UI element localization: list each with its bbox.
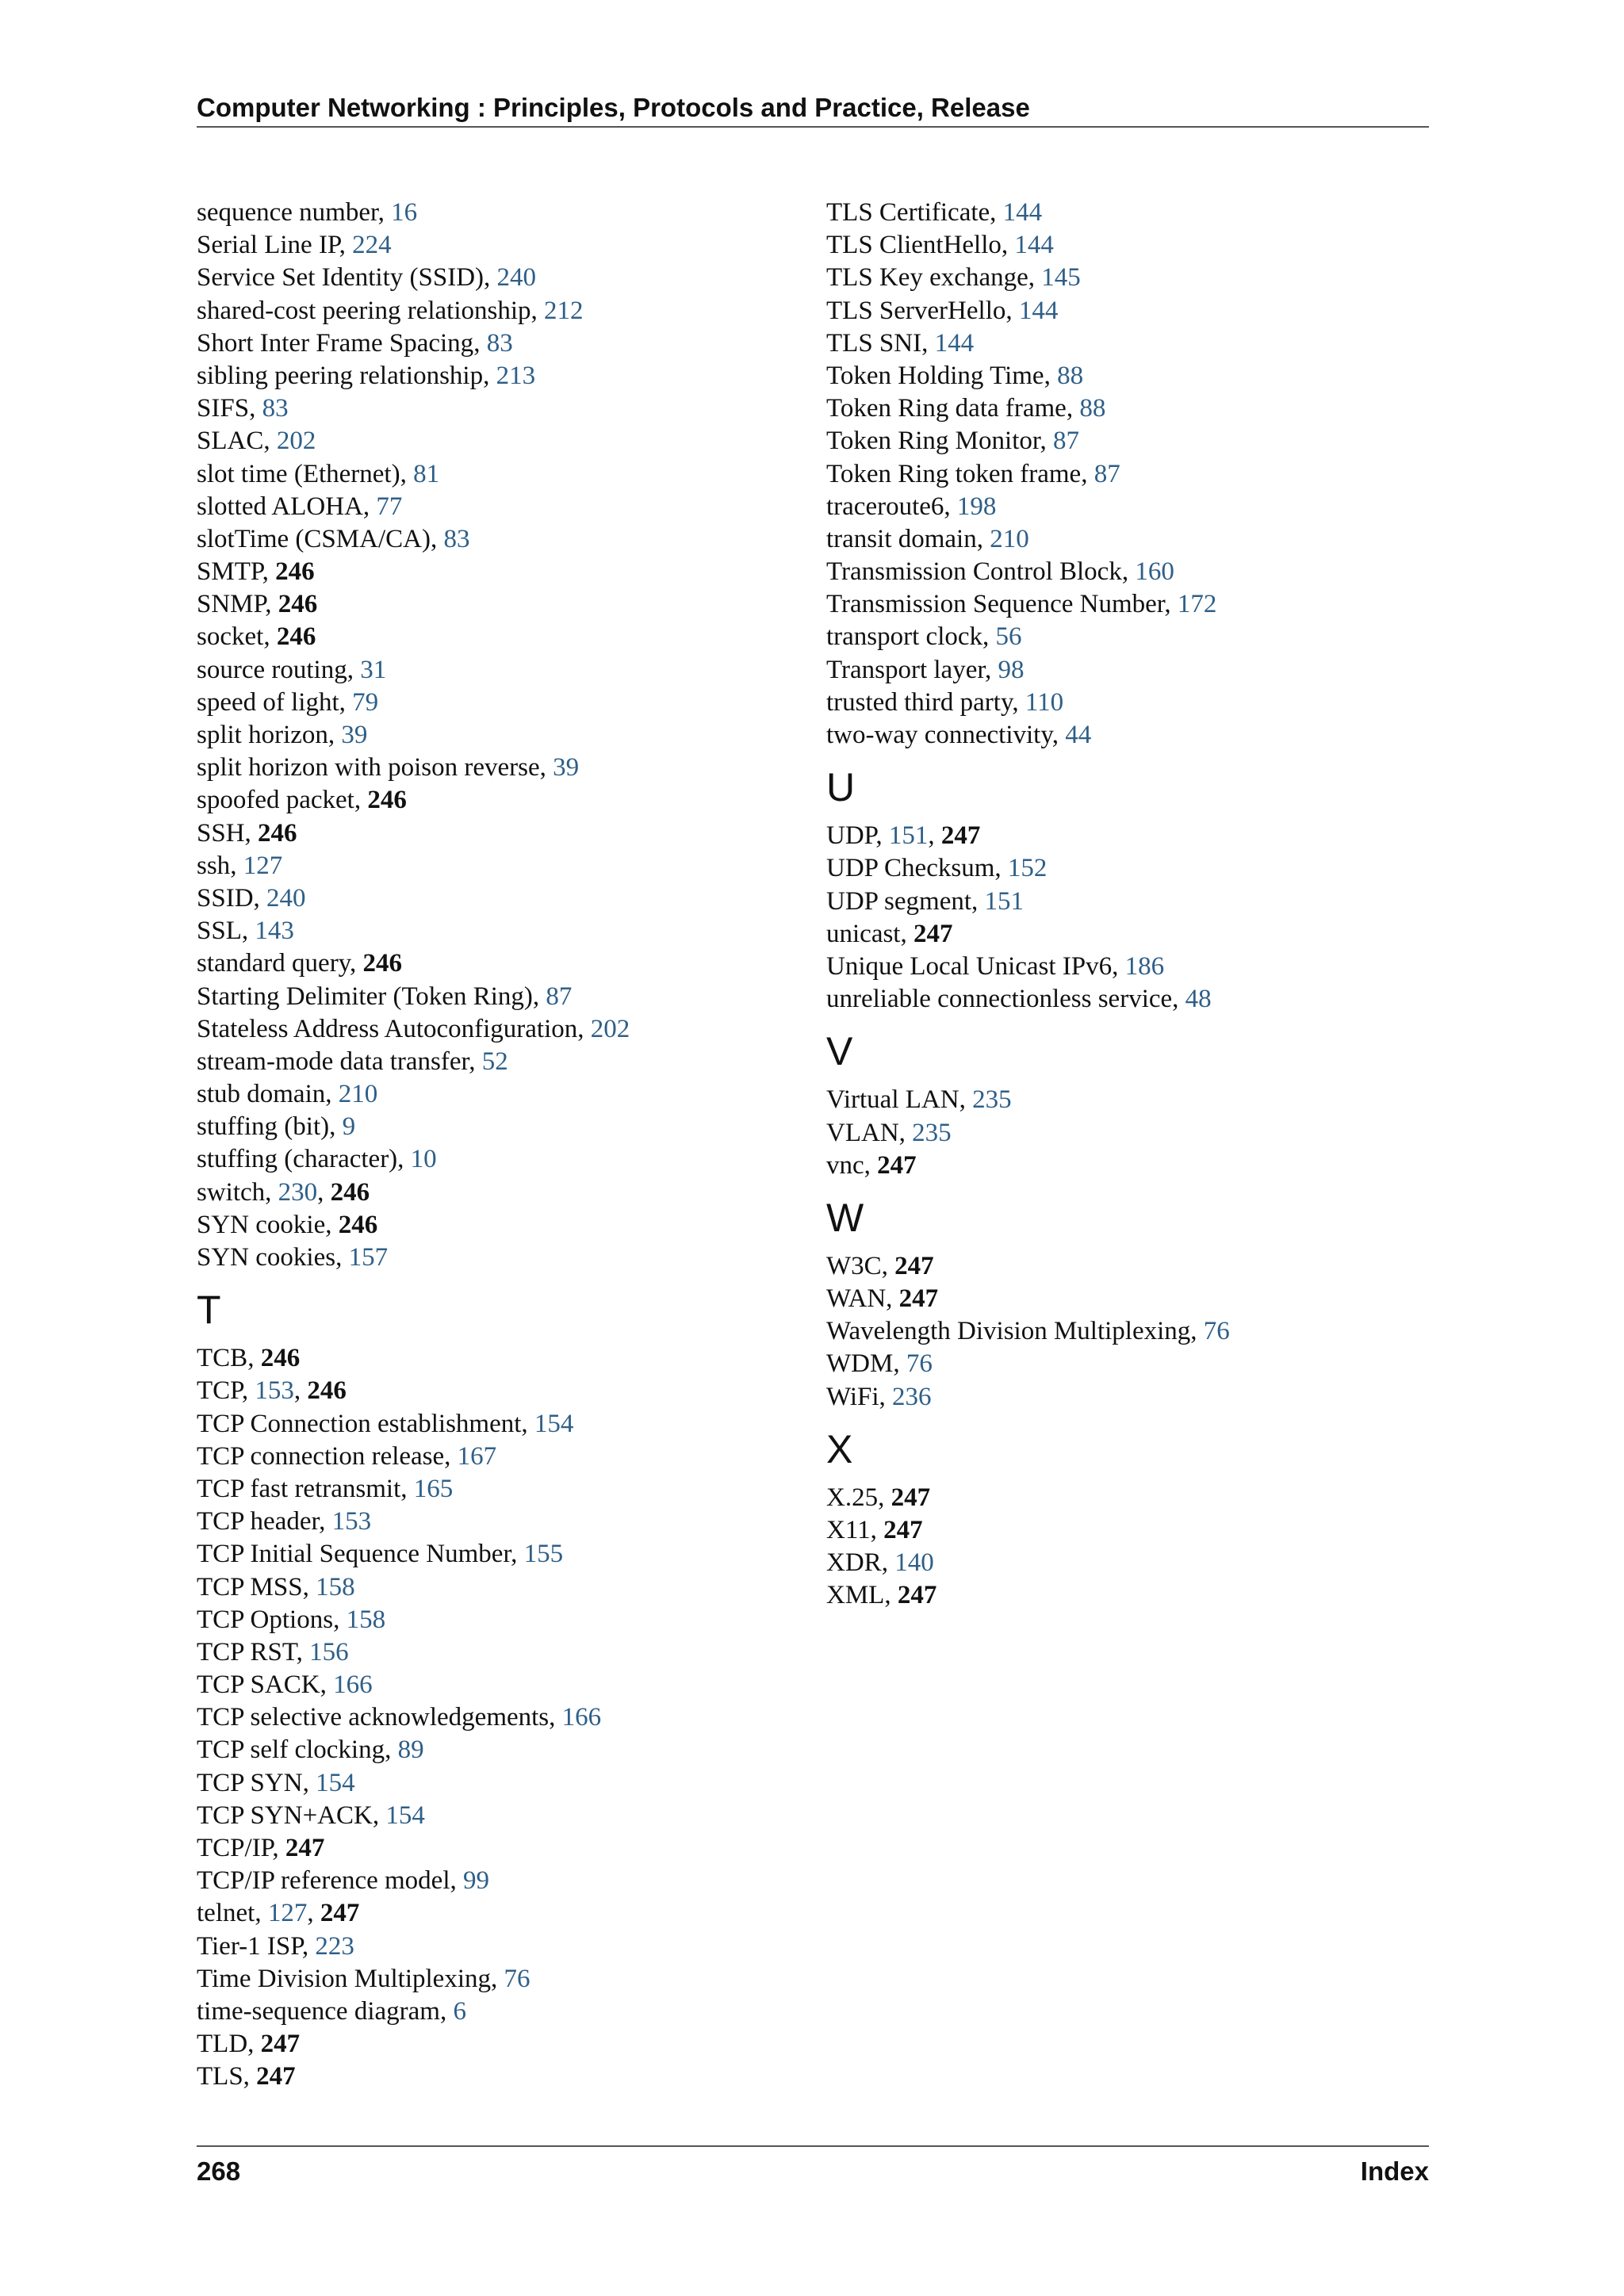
page-reference-link[interactable]: 155 — [523, 1540, 564, 1569]
index-term: TCP MSS — [197, 1572, 303, 1601]
index-entry: TLS ServerHello, 144 — [826, 296, 1059, 325]
index-entry: vnc, 247 — [826, 1150, 917, 1180]
index-entry: TCP Options, 158 — [197, 1605, 386, 1634]
index-entry: Tier-1 ISP, 223 — [197, 1931, 354, 1961]
index-entry: XDR, 140 — [826, 1548, 934, 1578]
index-term: Transmission Sequence Number — [826, 590, 1165, 619]
page-reference-link[interactable]: 247 — [256, 2062, 296, 2091]
index-term: TCB — [197, 1344, 248, 1373]
page-reference-link[interactable]: 76 — [1203, 1317, 1230, 1346]
index-term: stuffing (character) — [197, 1145, 398, 1174]
index-term: TCP SYN+ACK — [197, 1800, 373, 1830]
index-term: Token Ring data frame — [826, 394, 1067, 423]
page-reference-link[interactable]: 144 — [934, 328, 975, 358]
index-entry: VLAN, 235 — [826, 1118, 952, 1147]
index-term: switch — [197, 1177, 266, 1207]
page-reference-link[interactable]: 77 — [376, 492, 403, 521]
index-group — [826, 1425, 1429, 1613]
index-term: ssh — [197, 851, 231, 880]
index-entry: slotTime (CSMA/CA), 83 — [197, 524, 470, 553]
page-reference-link[interactable]: 198 — [956, 492, 997, 521]
index-term: TCP connection release — [197, 1441, 445, 1471]
index-term: TCP SACK — [197, 1670, 320, 1700]
page-reference-link[interactable]: 160 — [1135, 557, 1174, 587]
index-entry: transit domain, 210 — [826, 524, 1029, 553]
page-reference-link[interactable]: 56 — [995, 622, 1022, 652]
index-entry: TCP RST, 156 — [197, 1637, 349, 1667]
index-term: TCP Connection establishment — [197, 1409, 522, 1438]
index-entry: Wavelength Division Multiplexing, 76 — [826, 1317, 1230, 1346]
index-entry: spoofed packet, 246 — [197, 786, 407, 815]
page-reference-link[interactable]: 10 — [410, 1145, 437, 1174]
page-number: 268 — [197, 2156, 241, 2186]
running-header: Computer Networking : Principles, Protocols and Practice, Release — [197, 91, 1429, 128]
index-term: XML — [826, 1581, 885, 1610]
page-reference-link[interactable]: 110 — [1025, 687, 1064, 717]
page-reference-link[interactable]: 76 — [504, 1964, 530, 1993]
page-reference-link[interactable]: 247 — [897, 1581, 937, 1610]
index-entry: TCP fast retransmit, 165 — [197, 1474, 454, 1503]
page-reference-link[interactable]: 156 — [309, 1637, 349, 1667]
page-reference-link[interactable]: 144 — [1018, 296, 1059, 325]
index-entry: stub domain, 210 — [197, 1080, 378, 1109]
index-term: TLS Key exchange — [826, 263, 1028, 293]
index-term: TCP SYN — [197, 1768, 303, 1797]
index-term: Serial Line IP — [197, 231, 339, 260]
index-term: Stateless Address Autoconfiguration — [197, 1014, 578, 1043]
index-entry: TCP SYN, 154 — [197, 1768, 355, 1797]
index-term: unicast — [826, 919, 901, 948]
index-entry: SSL, 143 — [197, 916, 294, 946]
page-reference-link[interactable]: 247 — [320, 1899, 360, 1928]
index-entry: Token Ring token frame, 87 — [826, 459, 1120, 488]
index-entry: WiFi, 236 — [826, 1382, 932, 1411]
index-entry: Transmission Sequence Number, 172 — [826, 590, 1217, 619]
page-reference-link[interactable]: 145 — [1041, 263, 1081, 293]
page-reference-link[interactable]: 202 — [590, 1014, 630, 1043]
index-term: stuffing (bit) — [197, 1112, 330, 1142]
index-term: transit domain — [826, 524, 977, 553]
page-reference-link[interactable]: 158 — [346, 1605, 386, 1634]
index-term: TLS ServerHello — [826, 296, 1006, 325]
index-entry: TCP, 153, 246 — [197, 1376, 347, 1406]
index-entry: TLS Key exchange, 145 — [826, 263, 1081, 293]
page-reference-link[interactable]: 87 — [1053, 427, 1080, 456]
index-entry: switch, 230, 246 — [197, 1177, 370, 1207]
index-entry: TCP Initial Sequence Number, 155 — [197, 1540, 564, 1569]
index-entry: trusted third party, 110 — [826, 687, 1064, 717]
index-entry: Time Division Multiplexing, 76 — [197, 1964, 530, 1993]
index-term: standard query — [197, 949, 350, 978]
page-reference-link[interactable]: 246 — [367, 786, 407, 815]
index-term: TLS — [197, 2062, 243, 2091]
page-reference-link[interactable]: 39 — [553, 753, 580, 783]
page-reference-link[interactable]: 88 — [1079, 394, 1106, 423]
index-term: WDM — [826, 1349, 894, 1379]
index-entry: UDP Checksum, 152 — [826, 854, 1048, 883]
index-entry: TCP/IP reference model, 99 — [197, 1866, 489, 1896]
index-term: transport clock — [826, 622, 983, 652]
index-term: WiFi — [826, 1382, 879, 1411]
index-term: Transmission Control Block — [826, 557, 1122, 587]
index-term: SMTP — [197, 557, 262, 587]
index-term: sequence number — [197, 198, 378, 227]
index-entry: TCP SACK, 166 — [197, 1670, 373, 1700]
page-reference-link[interactable]: 246 — [278, 590, 318, 619]
index-entry: TCB, 246 — [197, 1344, 301, 1373]
index-letter-heading: T — [197, 1288, 221, 1333]
index-entry: Service Set Identity (SSID), 240 — [197, 263, 537, 293]
index-term: socket — [197, 622, 264, 652]
page-reference-link[interactable]: 31 — [360, 655, 387, 684]
page-reference-link[interactable]: 83 — [443, 524, 470, 553]
index-entry: TCP connection release, 167 — [197, 1441, 497, 1471]
index-entry: telnet, 127, 247 — [197, 1899, 360, 1928]
page-reference-link[interactable]: 143 — [255, 916, 294, 946]
index-entry: unreliable connectionless service, 48 — [826, 985, 1212, 1014]
index-entry: TCP Connection establishment, 154 — [197, 1409, 574, 1438]
page-reference-link[interactable]: 246 — [362, 949, 403, 978]
page-reference-link[interactable]: 87 — [1094, 459, 1120, 488]
index-term: SLAC — [197, 427, 264, 456]
page-reference-link[interactable]: 144 — [1014, 231, 1054, 260]
index-term: UDP segment — [826, 886, 972, 916]
page-reference-link[interactable]: 235 — [912, 1118, 952, 1147]
page-reference-link[interactable]: 167 — [457, 1441, 497, 1471]
page-reference-link[interactable]: 154 — [385, 1800, 425, 1830]
index-entry: source routing, 31 — [197, 655, 387, 684]
index-term: X.25 — [826, 1483, 879, 1512]
index-term: TCP/IP reference model — [197, 1866, 450, 1896]
index-entry: time-sequence diagram, 6 — [197, 1996, 466, 2026]
index-entry: Starting Delimiter (Token Ring), 87 — [197, 982, 573, 1011]
index-entry: TCP selective acknowledgements, 166 — [197, 1703, 602, 1732]
page-reference-link[interactable]: 240 — [266, 883, 306, 913]
index-entry: X11, 247 — [826, 1516, 923, 1544]
page-reference-link[interactable]: 152 — [1007, 854, 1048, 883]
index-term: UDP Checksum — [826, 854, 995, 883]
page-reference-link[interactable]: 172 — [1177, 590, 1217, 619]
index-entry: sibling peering relationship, 213 — [197, 361, 536, 390]
index-term: Token Ring token frame — [826, 459, 1082, 488]
index-term: Time Division Multiplexing — [197, 1964, 491, 1993]
page-reference-link[interactable]: 87 — [546, 982, 573, 1011]
index-term: TCP Initial Sequence Number — [197, 1540, 511, 1569]
index-term: TCP selective acknowledgements — [197, 1703, 550, 1732]
page-reference-link[interactable]: 246 — [275, 557, 315, 587]
index-entry: Transport layer, 98 — [826, 655, 1025, 684]
index-term: slotTime (CSMA/CA) — [197, 524, 431, 553]
index-term: split horizon with poison reverse — [197, 753, 540, 783]
index-term: Token Holding Time — [826, 361, 1044, 390]
page-reference-link[interactable]: 153 — [255, 1376, 294, 1406]
page-reference-link[interactable]: 235 — [972, 1085, 1012, 1115]
index-term: Unique Local Unicast IPv6 — [826, 951, 1113, 981]
index-entry: TLD, 247 — [197, 2030, 301, 2059]
page-reference-link[interactable]: 144 — [1002, 198, 1043, 227]
index-term: shared-cost peering relationship — [197, 296, 531, 325]
index-entry: SSID, 240 — [197, 883, 306, 913]
index-term: traceroute6 — [826, 492, 944, 521]
index-entry: SMTP, 246 — [197, 557, 315, 587]
index-term: split horizon — [197, 721, 328, 749]
index-column-right — [826, 197, 1429, 1613]
index-letter-heading: V — [826, 1029, 853, 1074]
page-reference-link[interactable]: 247 — [898, 1284, 939, 1314]
page-reference-link[interactable]: 153 — [331, 1507, 372, 1536]
index-entry: SLAC, 202 — [197, 427, 316, 456]
page-reference-link[interactable]: 246 — [307, 1376, 347, 1406]
index-entry: UDP, 151, 247 — [826, 821, 981, 851]
page-reference-link[interactable]: 230 — [278, 1177, 318, 1207]
page-reference-link[interactable]: 44 — [1065, 721, 1092, 749]
index-entry: Token Holding Time, 88 — [826, 361, 1084, 390]
index-term: unreliable connectionless service — [826, 985, 1173, 1014]
index-entry: TLS Certificate, 144 — [826, 198, 1043, 227]
index-term: telnet — [197, 1899, 255, 1928]
index-entry: speed of light, 79 — [197, 687, 379, 717]
page-reference-link[interactable]: 16 — [391, 198, 418, 227]
index-term: stub domain — [197, 1080, 326, 1109]
index-entry: TLS SNI, 144 — [826, 328, 975, 358]
index-term: TLD — [197, 2030, 248, 2059]
footer-section-title: Index — [1360, 2156, 1429, 2186]
page-reference-link[interactable]: 83 — [262, 394, 289, 423]
index-term: time-sequence diagram — [197, 1996, 440, 2026]
page-reference-link[interactable]: 202 — [276, 427, 316, 456]
running-footer — [197, 2145, 1429, 2188]
index-term: Token Ring Monitor — [826, 427, 1040, 456]
page-reference-link[interactable]: 246 — [330, 1177, 370, 1207]
index-term: sibling peering relationship — [197, 361, 484, 390]
index-term: TLS SNI — [826, 328, 922, 358]
index-entry: TCP MSS, 158 — [197, 1572, 355, 1601]
page-reference-link[interactable]: 127 — [243, 851, 283, 880]
index-term: Transport layer — [826, 655, 986, 684]
page-reference-link[interactable]: 247 — [877, 1150, 917, 1180]
page-reference-link[interactable]: 247 — [913, 919, 953, 948]
index-entry: stuffing (character), 10 — [197, 1145, 437, 1174]
index-entry: Token Ring data frame, 88 — [826, 394, 1106, 423]
index-entry: stream-mode data transfer, 52 — [197, 1047, 508, 1076]
index-term: TLS Certificate — [826, 198, 990, 227]
index-entry: Serial Line IP, 224 — [197, 231, 392, 260]
index-entry: standard query, 246 — [197, 949, 403, 978]
index-term: SSID — [197, 883, 254, 913]
page-reference-link[interactable]: 246 — [276, 622, 316, 652]
index-term: WAN — [826, 1284, 887, 1314]
index-term: TLS ClientHello — [826, 231, 1002, 260]
index-term: spoofed packet — [197, 786, 354, 815]
page-reference-link[interactable]: 240 — [496, 263, 537, 293]
index-term: source routing — [197, 655, 347, 684]
index-term: Tier-1 ISP — [197, 1931, 302, 1961]
page-reference-link[interactable]: 9 — [342, 1112, 356, 1142]
page-reference-link[interactable]: 158 — [316, 1572, 355, 1601]
index-entry: WAN, 247 — [826, 1284, 939, 1314]
page-reference-link[interactable]: 140 — [894, 1548, 934, 1578]
index-term: slotted ALOHA — [197, 492, 363, 521]
index-letter-heading: W — [826, 1195, 864, 1240]
index-entry: SNMP, 246 — [197, 590, 318, 619]
index-term: W3C — [826, 1251, 882, 1280]
page-reference-link[interactable]: 157 — [348, 1243, 389, 1272]
index-term: TCP Options — [197, 1605, 334, 1634]
page-reference-link[interactable]: 154 — [316, 1768, 355, 1797]
page-reference-link[interactable]: 247 — [940, 821, 981, 851]
index-group — [826, 1193, 1429, 1414]
page-reference-link[interactable]: 39 — [341, 721, 368, 749]
index-term: TCP header — [197, 1507, 320, 1536]
index-group — [197, 1285, 799, 2093]
index-group — [826, 1027, 1429, 1182]
page-reference-link[interactable]: 247 — [285, 1834, 325, 1862]
index-term: vnc — [826, 1150, 864, 1180]
index-entry: UDP segment, 151 — [826, 886, 1025, 916]
index-entry: Virtual LAN, 235 — [826, 1085, 1012, 1115]
index-entry: transport clock, 56 — [826, 622, 1022, 652]
page-reference-link[interactable]: 89 — [397, 1735, 424, 1765]
index-term: trusted third party — [826, 687, 1013, 717]
index-term: slot time (Ethernet) — [197, 459, 400, 488]
index-entry: Stateless Address Autoconfiguration, 202 — [197, 1014, 630, 1043]
index-entry: Unique Local Unicast IPv6, 186 — [826, 951, 1165, 981]
index-entry: SYN cookies, 157 — [197, 1243, 389, 1272]
index-entry: shared-cost peering relationship, 212 — [197, 296, 584, 325]
index-entry: sequence number, 16 — [197, 198, 418, 227]
index-entry: slot time (Ethernet), 81 — [197, 459, 440, 488]
index-term: TCP RST — [197, 1637, 297, 1667]
index-term: Wavelength Division Multiplexing — [826, 1317, 1191, 1346]
index-entry: TLS ClientHello, 144 — [826, 231, 1054, 260]
page-reference-link[interactable]: 224 — [352, 231, 392, 260]
page-reference-link[interactable]: 151 — [888, 821, 929, 851]
index-term: XDR — [826, 1548, 882, 1578]
index-term: two-way connectivity — [826, 721, 1052, 749]
index-entry: traceroute6, 198 — [826, 492, 997, 521]
index-column-left — [197, 197, 799, 2094]
page-reference-link[interactable]: 52 — [481, 1047, 508, 1076]
page-reference-link[interactable]: 165 — [413, 1474, 454, 1503]
page-reference-link[interactable]: 166 — [561, 1703, 602, 1732]
page-reference-link[interactable]: 151 — [984, 886, 1025, 916]
index-entry: split horizon, 39 — [197, 721, 368, 749]
page-reference-link[interactable]: 81 — [413, 459, 440, 488]
index-term: Short Inter Frame Spacing — [197, 328, 474, 358]
index-term: Service Set Identity (SSID) — [197, 263, 485, 293]
index-term: SSH — [197, 818, 245, 848]
index-entry: Short Inter Frame Spacing, 83 — [197, 328, 513, 358]
index-group — [197, 197, 799, 1274]
page-reference-link[interactable]: 223 — [315, 1931, 354, 1961]
page-reference-link[interactable]: 212 — [544, 296, 584, 325]
index-entry: TCP/IP, 247 — [197, 1834, 325, 1862]
index-entry: SIFS, 83 — [197, 394, 289, 423]
index-term: Virtual LAN — [826, 1085, 959, 1115]
page-reference-link[interactable]: 83 — [486, 328, 513, 358]
page-reference-link[interactable]: 246 — [258, 818, 297, 848]
page-reference-link[interactable]: 76 — [906, 1349, 933, 1379]
page-reference-link[interactable]: 246 — [338, 1210, 378, 1239]
index-term: VLAN — [826, 1118, 899, 1147]
page-reference-link[interactable]: 247 — [891, 1483, 931, 1512]
page-reference-link[interactable]: 247 — [260, 2030, 301, 2059]
index-term: TCP fast retransmit — [197, 1474, 401, 1503]
page-reference-link[interactable]: 166 — [333, 1670, 373, 1700]
page-reference-link[interactable]: 186 — [1124, 951, 1165, 981]
page-reference-link[interactable]: 210 — [338, 1080, 378, 1109]
index-entry: unicast, 247 — [826, 919, 953, 948]
page-reference-link[interactable]: 88 — [1057, 361, 1084, 390]
index-group — [826, 197, 1429, 752]
index-entry: stuffing (bit), 9 — [197, 1112, 356, 1142]
page-reference-link[interactable]: 98 — [998, 655, 1025, 684]
index-term: SYN cookie — [197, 1210, 326, 1239]
index-term: UDP — [826, 821, 876, 851]
page-reference-link[interactable]: 246 — [260, 1344, 301, 1373]
index-entry: ssh, 127 — [197, 851, 283, 880]
index-entry: two-way connectivity, 44 — [826, 721, 1092, 749]
index-entry: socket, 246 — [197, 622, 316, 652]
index-entry: SYN cookie, 246 — [197, 1210, 378, 1239]
index-letter-heading: U — [826, 765, 856, 810]
index-term: TCP self clocking — [197, 1735, 385, 1765]
index-term: X11 — [826, 1516, 871, 1544]
page-reference-link[interactable]: 127 — [267, 1899, 308, 1928]
index-term: SYN cookies — [197, 1243, 336, 1272]
index-entry: split horizon with poison reverse, 39 — [197, 753, 580, 783]
index-term: TCP/IP — [197, 1834, 273, 1862]
index-term: stream-mode data transfer — [197, 1047, 469, 1076]
page-reference-link[interactable]: 236 — [892, 1382, 932, 1411]
index-entry: TCP header, 153 — [197, 1507, 372, 1536]
page-reference-link[interactable]: 210 — [990, 524, 1029, 553]
index-entry: Transmission Control Block, 160 — [826, 557, 1174, 587]
index-entry: XML, 247 — [826, 1581, 937, 1610]
index-group — [826, 763, 1429, 1016]
page-reference-link[interactable]: 6 — [453, 1996, 466, 2026]
index-letter-heading: X — [826, 1426, 853, 1471]
index-term: SSL — [197, 916, 242, 946]
page-reference-link[interactable]: 48 — [1185, 985, 1212, 1014]
index-entry: slotted ALOHA, 77 — [197, 492, 403, 521]
index-entry: Token Ring Monitor, 87 — [826, 427, 1080, 456]
page-reference-link[interactable]: 247 — [883, 1516, 923, 1544]
page-reference-link[interactable]: 213 — [496, 361, 536, 390]
page-reference-link[interactable]: 79 — [352, 687, 379, 717]
index-entry: W3C, 247 — [826, 1251, 934, 1280]
index-term: TCP — [197, 1376, 242, 1406]
index-term: speed of light — [197, 687, 339, 717]
index-entry: X.25, 247 — [826, 1483, 931, 1512]
page-reference-link[interactable]: 247 — [894, 1251, 934, 1280]
index-term: Starting Delimiter (Token Ring) — [197, 982, 533, 1011]
index-entry: TLS, 247 — [197, 2062, 296, 2091]
index-entry: TCP SYN+ACK, 154 — [197, 1800, 425, 1830]
page-reference-link[interactable]: 99 — [463, 1866, 489, 1896]
index-entry: TCP self clocking, 89 — [197, 1735, 424, 1765]
page-reference-link[interactable]: 154 — [534, 1409, 574, 1438]
index-entry: WDM, 76 — [826, 1349, 933, 1379]
index-term: SNMP — [197, 590, 266, 619]
index-term: SIFS — [197, 394, 250, 423]
index-entry: SSH, 246 — [197, 818, 297, 848]
